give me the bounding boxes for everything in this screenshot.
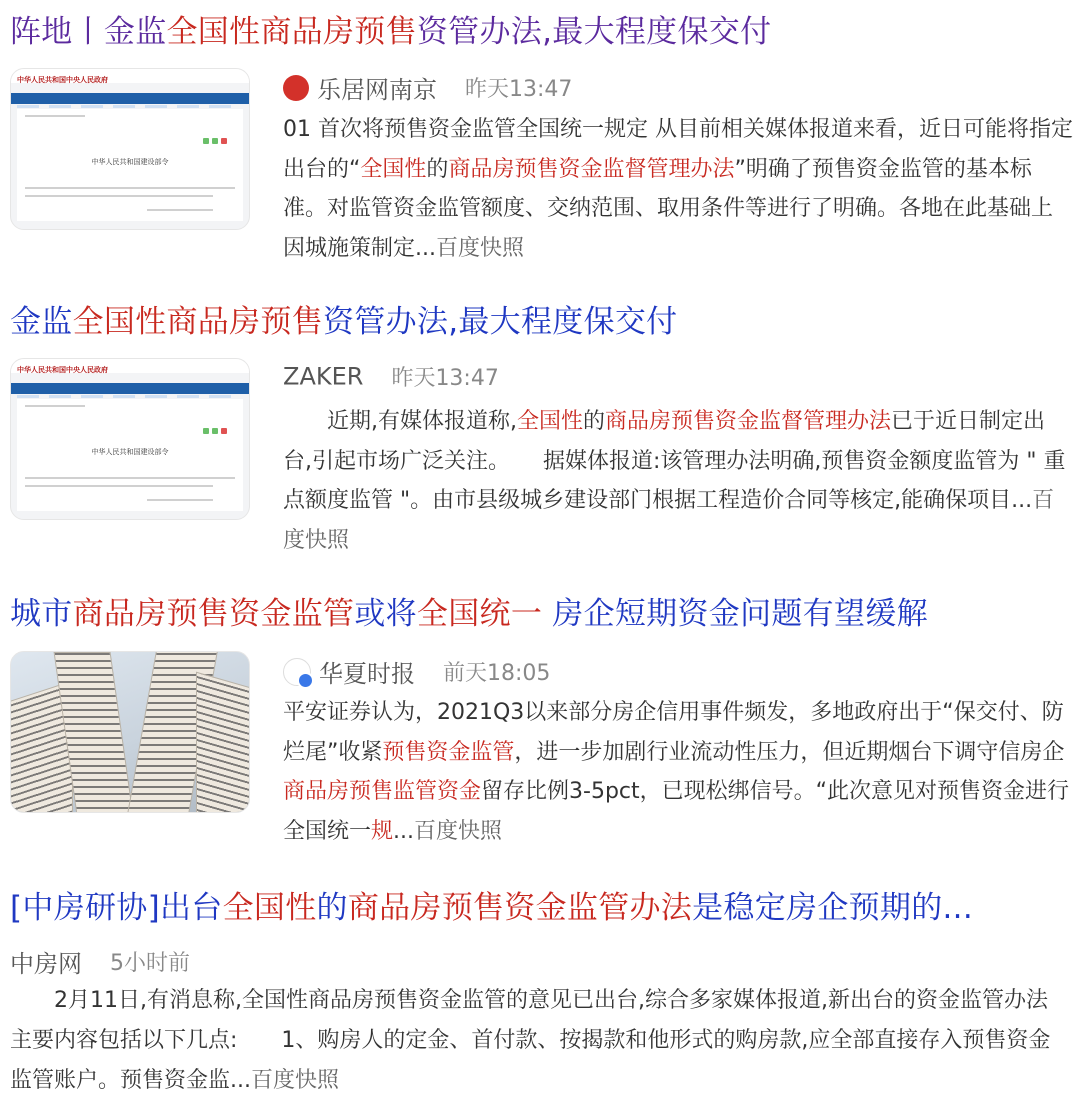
thumbnail-nav	[11, 383, 249, 394]
source-name[interactable]: 中房网	[10, 950, 82, 978]
title-text: 的	[316, 890, 348, 926]
source-name[interactable]: 乐居网南京	[317, 76, 437, 104]
title-highlight: 全国性	[222, 890, 317, 926]
snapshot-link[interactable]: 百度快照	[283, 488, 1055, 553]
result-meta	[283, 70, 572, 106]
title-highlight: 商品房预售资金监管	[72, 596, 355, 632]
source-name[interactable]: 华夏时报	[319, 660, 415, 688]
title-text: 是稳定房企预期的...	[692, 890, 973, 926]
source-logo-icon	[283, 658, 311, 686]
snapshot-link[interactable]: 百度快照	[414, 818, 503, 844]
abstract-highlight: 商品房预售资金监督管理办法	[605, 409, 892, 434]
result-title-link[interactable]	[10, 594, 928, 634]
result-title-link[interactable]	[10, 888, 973, 928]
source-logo-icon	[283, 75, 309, 101]
title-text: 或将	[354, 596, 417, 632]
abstract-highlight: 全国性商品房预售资金监管	[241, 988, 506, 1013]
title-text: ,最大程度保交付	[448, 304, 678, 340]
abstract-highlight: 全国性	[360, 156, 427, 182]
abstract-text: ”明确了预售资金监管的基本标准。对监管资金监管额度、交纳范围、取用条件等进行了明确。各地在此基础上因城施策制定...	[283, 156, 1054, 261]
thumbnail-brand: 中华人民共和国中央人民政府	[17, 366, 108, 374]
result-abstract	[283, 110, 1073, 268]
abstract-highlight: 预售资金监管	[382, 739, 515, 765]
publish-time: 昨天13:47	[465, 77, 573, 102]
result-title-link[interactable]	[10, 302, 677, 342]
result-abstract	[283, 693, 1073, 851]
share-icons	[203, 419, 233, 425]
title-highlight: 全国性商品房预售	[166, 14, 417, 50]
abstract-text: ，进一步加剧行业流动性压力，但近期烟台下调守信房企	[514, 739, 1065, 765]
result-thumbnail[interactable]	[10, 68, 250, 230]
abstract-highlight: 商品房预售资金监督管理办法	[448, 156, 735, 182]
result-thumbnail[interactable]	[10, 358, 250, 520]
result-abstract	[283, 402, 1073, 560]
abstract-text: 主要内容包括以下几点: 1、购房人的定金、首付款、按揭款和他形式的购房款,应全部直接存入预售资金监管账户。预售资金监...	[10, 1028, 1051, 1093]
title-text: 金监	[10, 304, 73, 340]
abstract-text: 2月11日,有消息称,	[10, 988, 242, 1013]
abstract-text: 已于近日制定出台,引起市场广泛关注。 据媒体报道:该管理办法明确,预售资金额度监管为 " 重点额度监管 "。由市县级城乡建设部门根据工程造价合同等核定,能确保项目...	[283, 409, 1066, 513]
result-abstract	[10, 981, 1070, 1101]
title-text: 城市	[10, 596, 73, 632]
thumbnail-heading: 中华人民共和国建设部令	[91, 158, 169, 166]
title-text: 资管办法	[416, 14, 543, 50]
publish-time: 5小时前	[110, 951, 190, 976]
thumbnail-nav	[11, 93, 249, 104]
result-thumbnail-buildings[interactable]	[10, 651, 250, 813]
snapshot-link[interactable]: 百度快照	[435, 235, 524, 261]
thumbnail-brand: 中华人民共和国中央人民政府	[17, 76, 108, 84]
verified-badge-icon	[297, 672, 314, 689]
result-meta	[283, 361, 499, 397]
result-title-link[interactable]	[10, 12, 771, 52]
source-name[interactable]: ZAKER	[283, 362, 364, 391]
title-text: 资管办法	[323, 304, 449, 340]
abstract-highlight: 资金监管办法	[916, 988, 1049, 1013]
title-text: 阵地丨金监	[10, 14, 167, 50]
snapshot-link[interactable]: 百度快照	[250, 1068, 339, 1093]
result-meta	[10, 944, 190, 980]
abstract-highlight: 规	[371, 818, 394, 844]
title-highlight: 全国统一	[416, 596, 543, 632]
title-text: [中房研协]出台	[10, 890, 223, 926]
abstract-highlight: 商品房预售监管资金	[283, 779, 482, 804]
result-meta	[283, 654, 550, 690]
building-shape	[196, 672, 250, 813]
abstract-text: 平安证券认为，2021Q3以来部分房企信用事件频发，多地政府出于“保交付、防烂尾”收紧	[283, 700, 1064, 765]
abstract-highlight: 全国性	[517, 409, 584, 434]
title-text: ,最大程度保交付	[542, 14, 772, 50]
publish-time: 前天18:05	[443, 661, 551, 686]
abstract-text: 的意见已出台,综合多家媒体报道,新出台的	[506, 988, 916, 1013]
share-icons	[203, 129, 233, 135]
abstract-text: ...	[393, 818, 415, 844]
abstract-text: 的	[426, 156, 449, 182]
abstract-text: 近期,有媒体报道称,	[283, 409, 517, 434]
thumbnail-heading: 中华人民共和国建设部令	[91, 448, 169, 456]
abstract-text: 的	[583, 409, 606, 434]
thumbnail-paper	[17, 399, 243, 511]
title-text: 房企短期资金问题有望缓解	[542, 596, 928, 632]
title-highlight: 商品房预售资金监管办法	[347, 890, 693, 926]
publish-time: 昨天13:47	[391, 366, 499, 391]
thumbnail-paper	[17, 109, 243, 221]
abstract-text: 01 首次将预售资金监管全国统一规定 从目前相关媒体报道来看，近日可能将指定出台的“	[283, 117, 1073, 182]
title-highlight: 全国性商品房预售	[72, 304, 324, 340]
abstract-text: 留存比例3-5pct，已现松绑信号。“此次意见对预售资金进行全国统一	[283, 779, 1070, 844]
